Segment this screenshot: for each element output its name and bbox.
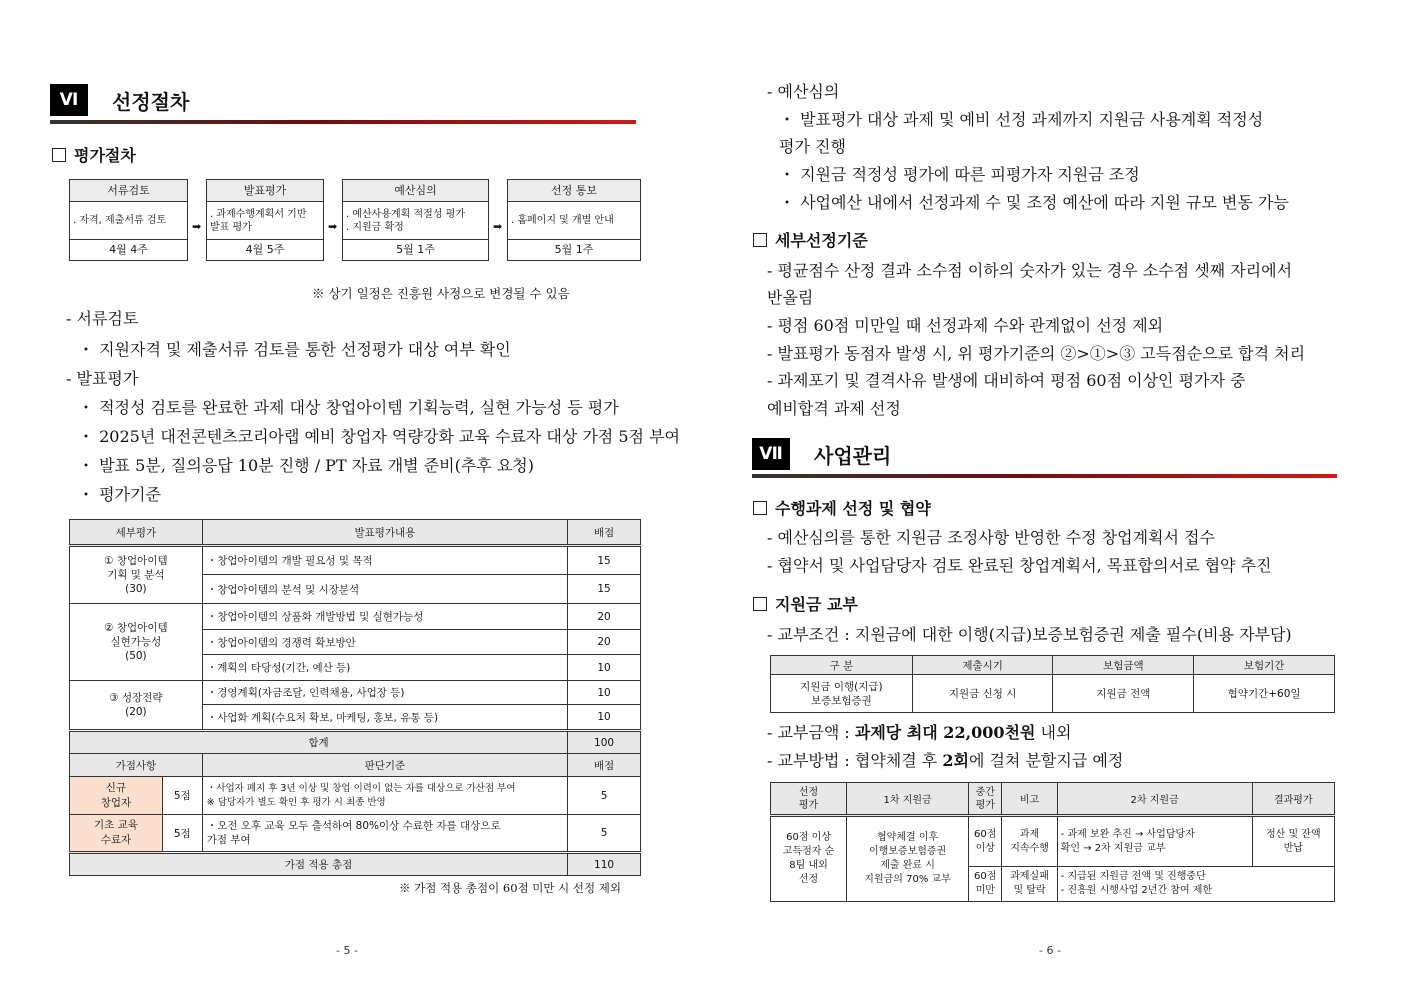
eval-content: ・경영계획(자금조달, 인력채용, 사업장 등) (202, 681, 567, 705)
table-row (70, 604, 641, 630)
table-header: 비고 (1002, 783, 1057, 816)
presentation-bullet: ・ 발표 5분, 질의응답 10분 진행 / PT 자료 개별 준비(추후 요청) (78, 456, 535, 475)
table-header: 판단기준 (202, 754, 567, 777)
table-header: 1차 지원금 (847, 783, 969, 816)
table-row (70, 681, 641, 705)
eval-content: ・계획의 타당성(기간, 예산 등) (202, 655, 567, 681)
page-number: - 6 - (1039, 944, 1061, 957)
bonus-label: 신규 창업자 (70, 777, 163, 815)
criteria-item: - 과제포기 및 결격사유 발생에 대비하여 평점 60점 이상인 평가자 중 (767, 371, 1246, 390)
table-row (771, 816, 1335, 867)
flow-step (342, 179, 489, 261)
eval-category: ② 창업아이템 실현가능성 (50) (70, 604, 203, 681)
mid-eval-cell: 60점 미만 (969, 867, 1002, 902)
flow-step (206, 179, 324, 261)
bonus-row (70, 777, 641, 815)
criteria-heading: 세부선정기준 (753, 231, 868, 251)
mid-eval-cell: 60점 이상 (969, 816, 1002, 867)
eval-score: 10 (568, 681, 641, 705)
presentation-bullet: ・ 평가기준 (78, 485, 161, 504)
criteria-item: - 평균점수 산정 결과 소수점 이하의 숫자가 있는 경우 소수점 셋째 자리에서 (767, 261, 1293, 280)
grant-condition: - 교부조건 : 지원금에 대한 이행(지급)보증보험증권 제출 필수(비용 자부담) (767, 625, 1292, 644)
budget-heading: - 예산심의 (767, 82, 840, 101)
payment-table (770, 782, 1335, 902)
table-header: 중간 평가 (969, 783, 1002, 816)
second-grant-cell: - 과제 보완 추진 → 사업담당자 확인 → 2차 지원금 교부 (1057, 816, 1252, 867)
table-header: 결과평가 (1252, 783, 1334, 816)
table-cell: 지원금 신청 시 (912, 675, 1053, 713)
eval-score: 15 (568, 575, 641, 604)
right-page (701, 0, 1403, 992)
checkbox-square-icon (753, 597, 767, 611)
criteria-item: 예비합격 과제 선정 (767, 399, 901, 418)
checkbox-square-icon (52, 148, 66, 162)
table-cell: 지원금 이행(지급) 보증보험증권 (771, 675, 913, 713)
total-score: 100 (568, 731, 641, 754)
criteria-item: - 평점 60점 미만일 때 선정과제 수와 관계없이 선정 제외 (767, 316, 1164, 335)
left-page (0, 0, 701, 992)
flow-step-body: . 과제수행계획서 기반 발표 평가 (207, 202, 323, 240)
flow-step-date: 5월 1주 (554, 243, 594, 256)
page-number: - 5 - (336, 944, 358, 957)
total-row (70, 731, 641, 754)
eval-score: 20 (568, 630, 641, 655)
arrow-right-icon: ➡ (328, 220, 338, 233)
contract-item: - 예산심의를 통한 지원금 조정사항 반영한 수정 창업계획서 접수 (767, 528, 1215, 547)
section-divider (50, 120, 636, 124)
table-header-row (771, 783, 1335, 816)
eval-score: 20 (568, 604, 641, 630)
section-number: Ⅶ (752, 438, 790, 470)
checkbox-square-icon (753, 501, 767, 515)
table-header: 배점 (568, 754, 641, 777)
flow-note: ※ 상기 일정은 진흥원 사정으로 변경될 수 있음 (312, 286, 570, 301)
table-header: 세부평가 (70, 520, 203, 546)
budget-bullet: ・ 사업예산 내에서 선정과제 수 및 조정 예산에 따라 지원 규모 변동 가능 (779, 193, 1289, 212)
eval-content: ・창업아이템의 경쟁력 확보방안 (202, 630, 567, 655)
eval-category: ③ 성장전략 (20) (70, 681, 203, 731)
contract-item: - 협약서 및 사업담당자 검토 완료된 창업계획서, 목표합의서로 협약 추진 (767, 556, 1272, 575)
section-header-7 (752, 438, 1352, 472)
flow-step-title: 예산심의 (343, 180, 488, 202)
presentation-bullet: ・ 적정성 검토를 완료한 과제 대상 창업아이템 기획능력, 실현 가능성 등 평가 (78, 398, 619, 417)
bonus-score: 5 (568, 815, 641, 853)
section-number: Ⅵ (50, 84, 88, 116)
flow-step-body: . 예산사용계획 적절성 평가 . 지원금 확정 (343, 202, 488, 240)
eval-content: ・창업아이템의 상품화 개발방법 및 실현가능성 (202, 604, 567, 630)
table-header: 발표평가내용 (202, 520, 567, 546)
criteria-item: - 발표평가 동점자 발생 시, 위 평가기준의 ②>①>③ 고득점순으로 합격 처리 (767, 344, 1306, 363)
bonus-score: 5 (568, 777, 641, 815)
insurance-table (770, 655, 1335, 713)
budget-bullet: 평가 진행 (779, 137, 846, 156)
section-title: 선정절차 (112, 90, 190, 114)
doc-review-heading: - 서류검토 (66, 309, 139, 328)
table-cell: 협약기간+60일 (1194, 675, 1335, 713)
grant-method: - 교부방법 : 협약체결 후 2회에 걸쳐 분할지급 예정 (767, 751, 1124, 770)
bonus-row (70, 815, 641, 853)
table-row (771, 675, 1335, 713)
section-header-6 (50, 84, 650, 118)
budget-bullet: ・ 지원금 적정성 평가에 따른 피평가자 지원금 조정 (779, 165, 1140, 184)
presentation-heading: - 발표평가 (66, 369, 139, 388)
table-header: 선정 평가 (771, 783, 847, 816)
arrow-right-icon: ➡ (192, 220, 202, 233)
eval-procedure-heading: 평가절차 (52, 146, 136, 166)
table-cell: 지원금 전액 (1053, 675, 1194, 713)
note-cell: 과제 지속수행 (1002, 816, 1057, 867)
eval-content: ・사업화 계획(수요처 확보, 마케팅, 홍보, 유통 등) (202, 705, 567, 731)
flow-step-title: 발표평가 (207, 180, 323, 202)
flow-step (507, 179, 641, 261)
presentation-bullet: ・ 2025년 대전콘텐츠코리아랩 예비 창업자 역량강화 교육 수료자 대상 가점 5점 부여 (78, 427, 680, 446)
second-grant-cell: - 지급된 지원금 전액 및 진행중단 - 진흥원 시행사업 2년간 참여 제한 (1057, 867, 1334, 902)
table-header: 가점사항 (70, 754, 203, 777)
flow-step-date: 4월 4주 (109, 243, 148, 256)
bonus-points: 5점 (162, 815, 202, 853)
result-cell: 정산 및 잔액 반납 (1252, 816, 1334, 867)
eval-category: ① 창업아이템 기획 및 분석 (30) (70, 546, 203, 604)
bonus-total-row (70, 853, 641, 876)
bonus-total-score: 110 (568, 853, 641, 876)
eval-score: 10 (568, 655, 641, 681)
table-header: 구 분 (771, 656, 913, 675)
arrow-right-icon: ➡ (493, 220, 503, 233)
eval-content: ・창업아이템의 개발 필요성 및 목적 (202, 546, 567, 575)
flow-step-body: . 자격, 제출서류 검토 (70, 202, 187, 240)
budget-bullet: ・ 발표평가 대상 과제 및 예비 선정 과제까지 지원금 사용계획 적정성 (779, 110, 1264, 129)
eval-score: 15 (568, 546, 641, 575)
contract-heading: 수행과제 선정 및 협약 (753, 499, 931, 519)
bonus-label: 기초 교육 수료자 (70, 815, 163, 853)
flow-step (69, 179, 188, 261)
table-header: 보험기간 (1194, 656, 1335, 675)
doc-review-bullet: ・ 지원자격 및 제출서류 검토를 통한 선정평가 대상 여부 확인 (78, 340, 511, 359)
table-header: 배점 (568, 520, 641, 546)
eval-content: ・창업아이템의 분석 및 시장분석 (202, 575, 567, 604)
table-header: 제출시기 (912, 656, 1053, 675)
section-divider (752, 474, 1337, 478)
table-header: 2차 지원금 (1057, 783, 1252, 816)
selection-cell: 60점 이상 고득점자 순 8팀 내외 선정 (771, 816, 847, 902)
table-row (70, 546, 641, 575)
table-header-row (70, 520, 641, 546)
bonus-criteria: ・사업자 폐지 후 3년 이상 및 창업 이력이 없는 자를 대상으로 가산점 부여 ※ 담당자가 별도 확인 후 평가 시 최종 반영 (202, 777, 567, 815)
checkbox-square-icon (753, 233, 767, 247)
table-header-row (771, 656, 1335, 675)
bonus-note: ※ 가점 적용 총점이 60점 미만 시 선정 제외 (399, 881, 622, 895)
flow-step-body: . 홈페이지 및 개별 안내 (508, 202, 640, 240)
flow-step-date: 4월 5주 (245, 243, 285, 256)
bonus-points: 5점 (162, 777, 202, 815)
criteria-item: 반올림 (767, 288, 814, 307)
eval-score: 10 (568, 705, 641, 731)
bonus-criteria: ・오전 오후 교육 모두 출석하여 80%이상 수료한 자를 대상으로 가점 부여 (202, 815, 567, 853)
eval-criteria-table (69, 519, 641, 876)
section-title: 사업관리 (814, 444, 892, 468)
bonus-total-label: 가점 적용 총점 (70, 853, 568, 876)
total-label: 합계 (70, 731, 568, 754)
flow-step-title: 선정 통보 (508, 180, 640, 202)
flow-step-date: 5월 1주 (396, 243, 435, 256)
grant-amount: - 교부금액 : 과제당 최대 22,000천원 내외 (767, 723, 1072, 742)
grant-heading: 지원금 교부 (753, 595, 858, 615)
bonus-header-row (70, 754, 641, 777)
first-grant-cell: 협약체결 이후 이행보증보험증권 제출 완료 시 지원금의 70% 교부 (847, 816, 969, 902)
flow-step-title: 서류검토 (70, 180, 187, 202)
table-header: 보험금액 (1053, 656, 1194, 675)
note-cell: 과제실패 및 탈락 (1002, 867, 1057, 902)
